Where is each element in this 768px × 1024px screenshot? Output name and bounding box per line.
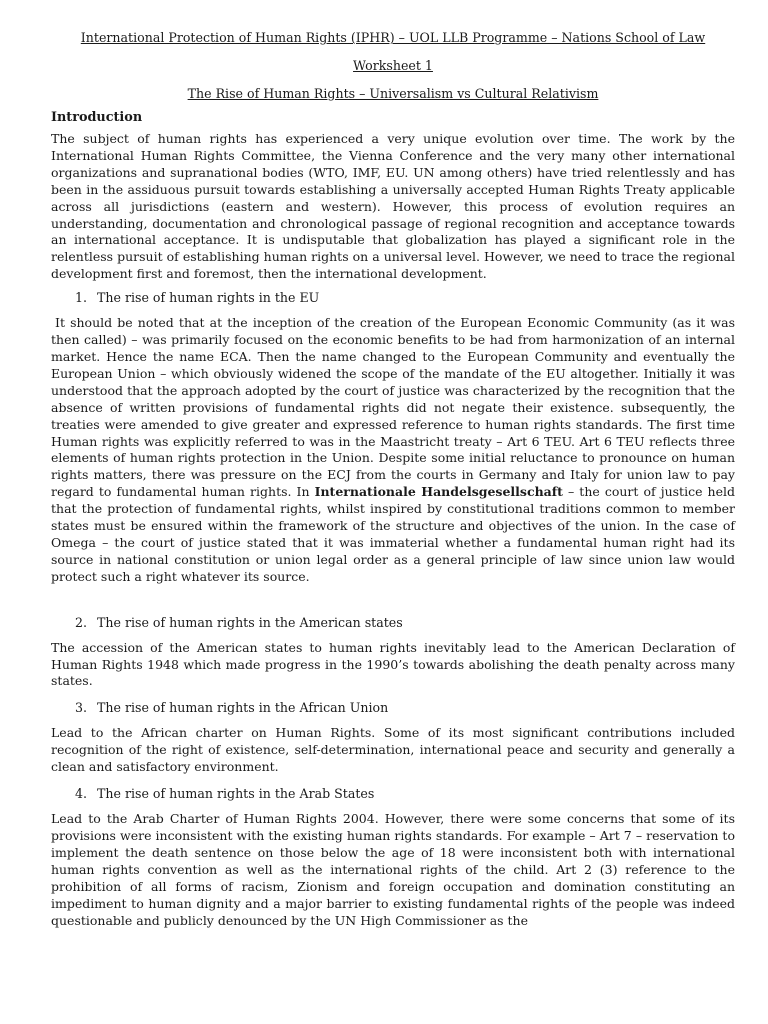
introduction-paragraph: The subject of human rights has experienced a very unique evolution over time. The work by the International Human Rights Committee, the Vienna Conference and the very many other international organizations and supranational bodies (WTO, IMF, EU. UN among others) have tried relentlessly and has been in the assiduous pursuit towards establishing a universally accepted Human Rights Treaty applicable across all jurisdictions (eastern and western). However, this process of evolution requires an understanding, documentation and chronological passage of regional recognition and acceptance towards an international acceptance. It is undisputable that globalization has played a significant role in the relentless pursuit of establishing human rights on a universal level. However, we need to trace the regional development first and foremost, then the international development. bbox=[51, 131, 735, 282]
section-title: The rise of human rights in the EU bbox=[97, 290, 320, 306]
introduction-heading: Introduction bbox=[51, 110, 143, 125]
section-title: The rise of human rights in the American states bbox=[97, 614, 403, 630]
document-title: International Protection of Human Rights (IPHR) – UOL LLB Programme – Nations School of Law bbox=[80, 30, 706, 45]
arab-paragraph: Lead to the Arab Charter of Human Rights 2004. However, there were some concerns that some of its provisions were inconsistent with the existing human rights standards. For example – Art 7 – reservation to implement the death sentence on those below the age of 18 were inconsistent both with international human rights convention as well as the international rights of the child. Art 2 (3) reference to the prohibition of all forms of racism, Zionism and foreign occupation and domination constituting an impediment to human dignity and a major barrier to existing fundamental rights of the people was indeed questionable and publicly denounced by the UN High Commissioner as the bbox=[51, 811, 735, 928]
section-heading-american bbox=[51, 614, 735, 631]
eu-text-part2: – the court of justice held that the protection of fundamental rights, whilst inspired by constitutional traditions common to member states must be ensured within the framework of the structure and objectives of the union. In the case of Omega – the court of justice stated that it was immaterial whether a fundamental human right had its source in national constitution or union legal order as a general principle of law since union law would protect such a right whatever its source. bbox=[51, 484, 735, 584]
eu-text-part1: It should be noted that at the inception of the creation of the European Economic Community (as it was then called) – was primarily focused on the economic benefits to be had from harmonization of an internal market. Hence the name ECA. Then the name changed to the European Community and eventually the European Union – which obviously widened the scope of the mandate of the EU altogether. Initially it was understood that the approach adopted by the court of justice was characterized by the recognition that the absence of written provisions of fundamental rights did not negate their existence. subsequently, the treaties were amended to give greater and expressed reference to human rights standards. The first time Human rights was explicitly referred to was in the Maastricht treaty – Art 6 TEU. Art 6 TEU reflects three elements of human rights protection in the Union. Despite some initial reluctance to pronounce on human rights matters, there was pressure on the ECJ from the courts in Germany and Italy for union law to pay regard to fundamental human rights. In bbox=[51, 315, 735, 500]
worksheet-label: Worksheet 1 bbox=[353, 58, 433, 73]
american-paragraph: The accession of the American states to human rights inevitably lead to the American Declaration of Human Rights 1948 which made progress in the 1990’s towards abolishing the death penalty across many states. bbox=[51, 639, 735, 689]
section-title: The rise of human rights in the African Union bbox=[97, 700, 389, 716]
section-heading-arab bbox=[51, 785, 735, 802]
african-paragraph: Lead to the African charter on Human Rights. Some of its most significant contributions included recognition of the right of existence, self-determination, international peace and security and generally a clean and satisfactory environment. bbox=[51, 725, 735, 775]
section-heading-eu bbox=[51, 289, 735, 306]
case-name-bold: Internationale Handelsgesellschaft bbox=[314, 484, 563, 500]
section-number: 4. bbox=[75, 786, 88, 802]
section-number: 2. bbox=[75, 614, 88, 630]
section-heading-african bbox=[51, 699, 735, 716]
worksheet-subtitle: The Rise of Human Rights – Universalism vs Cultural Relativism bbox=[187, 86, 599, 101]
section-number: 1. bbox=[75, 290, 88, 306]
section-number: 3. bbox=[75, 700, 88, 716]
eu-paragraph bbox=[51, 315, 735, 586]
section-title: The rise of human rights in the Arab States bbox=[97, 786, 375, 802]
